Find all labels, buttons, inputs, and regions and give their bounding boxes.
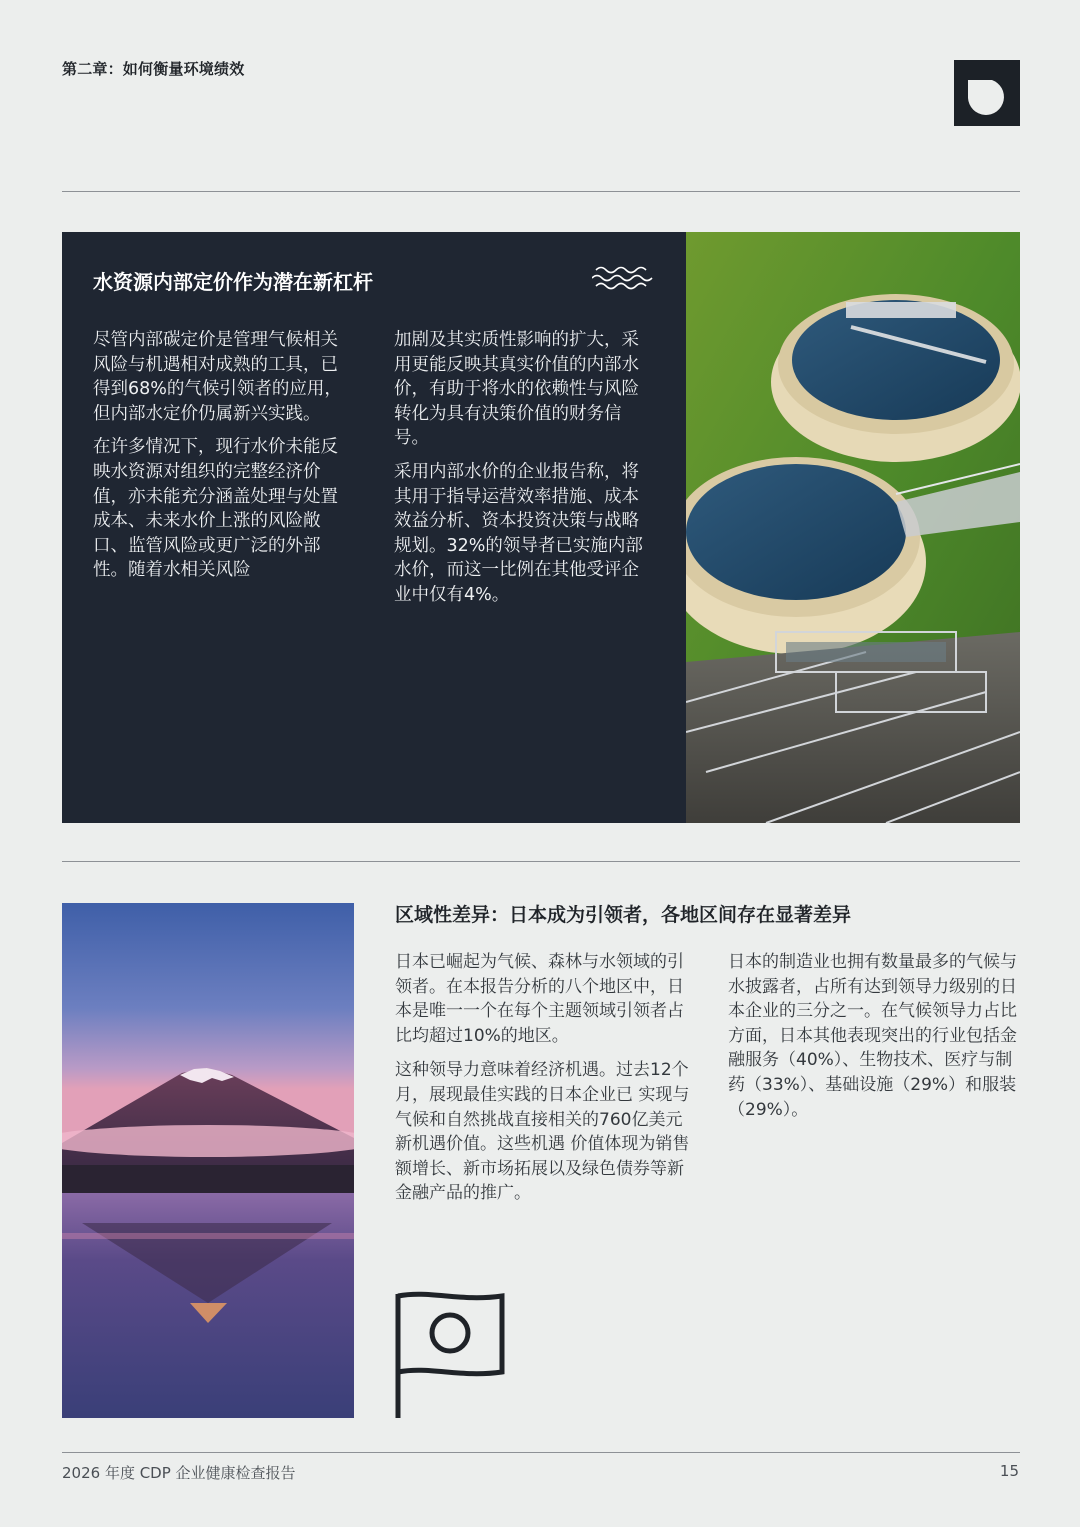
panel-left-column bbox=[93, 328, 355, 592]
paragraph: 尽管内部碳定价是管理气候相关风险与机遇相对成熟的工具，已得到68%的气候引领者的应用，但内部水定价仍属新兴实践。 bbox=[93, 330, 342, 424]
wave-icon bbox=[592, 264, 656, 292]
top-divider bbox=[62, 191, 1020, 192]
middle-divider bbox=[62, 861, 1020, 862]
water-treatment-photo bbox=[686, 232, 1020, 823]
flag-icon bbox=[390, 1288, 510, 1420]
page-number: 15 bbox=[999, 1462, 1019, 1480]
paragraph: 日本的制造业也拥有数量最多的气候与水披露者，占所有达到领导力级别的日本企业的三分之一。在气候领导力占比方面，日本其他表现突出的行业包括金融服务（40%）、生物技术、医疗与制药（33%）、基础设施（29%）和服装（29%）。 bbox=[728, 952, 1017, 1120]
paragraph: 日本已崛起为气候、森林与水领域的引领者。在本报告分析的八个地区中，日本是唯一一个在每个主题领域引领者占比均超过10%的地区。 bbox=[395, 952, 684, 1046]
paragraph: 这种领导力意味着经济机遇。过去12个月，展现最佳实践的日本企业已 实现与气候和自然挑战直接相关的760亿美元新机遇价值。这些机遇 价值体现为销售额增长、新市场拓展以及绿色债券等新金融产品的推广。 bbox=[395, 1060, 690, 1204]
cdp-logo-icon bbox=[954, 60, 1020, 126]
paragraph: 采用内部水价的企业报告称，将其用于指导运营效率措施、成本效益分析、资本投资决策与战略规划。32%的领导者已实施内部水价，而这一比例在其他受评企业中仅有4%。 bbox=[394, 461, 643, 605]
chapter-title: 第二章：如何衡量环境绩效 bbox=[62, 60, 245, 78]
footer-divider bbox=[62, 1452, 1020, 1453]
water-pricing-panel bbox=[62, 232, 686, 823]
regional-right-column bbox=[728, 950, 1024, 1132]
panel-right-column bbox=[394, 328, 656, 617]
regional-title: 区域性差异：日本成为引领者，各地区间存在显著差异 bbox=[395, 904, 852, 926]
paragraph: 加剧及其实质性影响的扩大，采用更能反映其真实价值的内部水价，有助于将水的依赖性与风险转化为具有决策价值的财务信号。 bbox=[394, 330, 639, 449]
report-name: 2026 年度 CDP 企业健康检查报告 bbox=[62, 1464, 296, 1482]
regional-left-column bbox=[395, 950, 695, 1216]
panel-title: 水资源内部定价作为潜在新杠杆 bbox=[93, 270, 373, 294]
mount-fuji-photo bbox=[62, 903, 354, 1418]
paragraph: 在许多情况下，现行水价未能反映水资源对组织的完整经济价值，亦未能充分涵盖处理与处置成本、未来水价上涨的风险敞口、监管风险或更广泛的外部性。随着水相关风险 bbox=[93, 437, 338, 581]
